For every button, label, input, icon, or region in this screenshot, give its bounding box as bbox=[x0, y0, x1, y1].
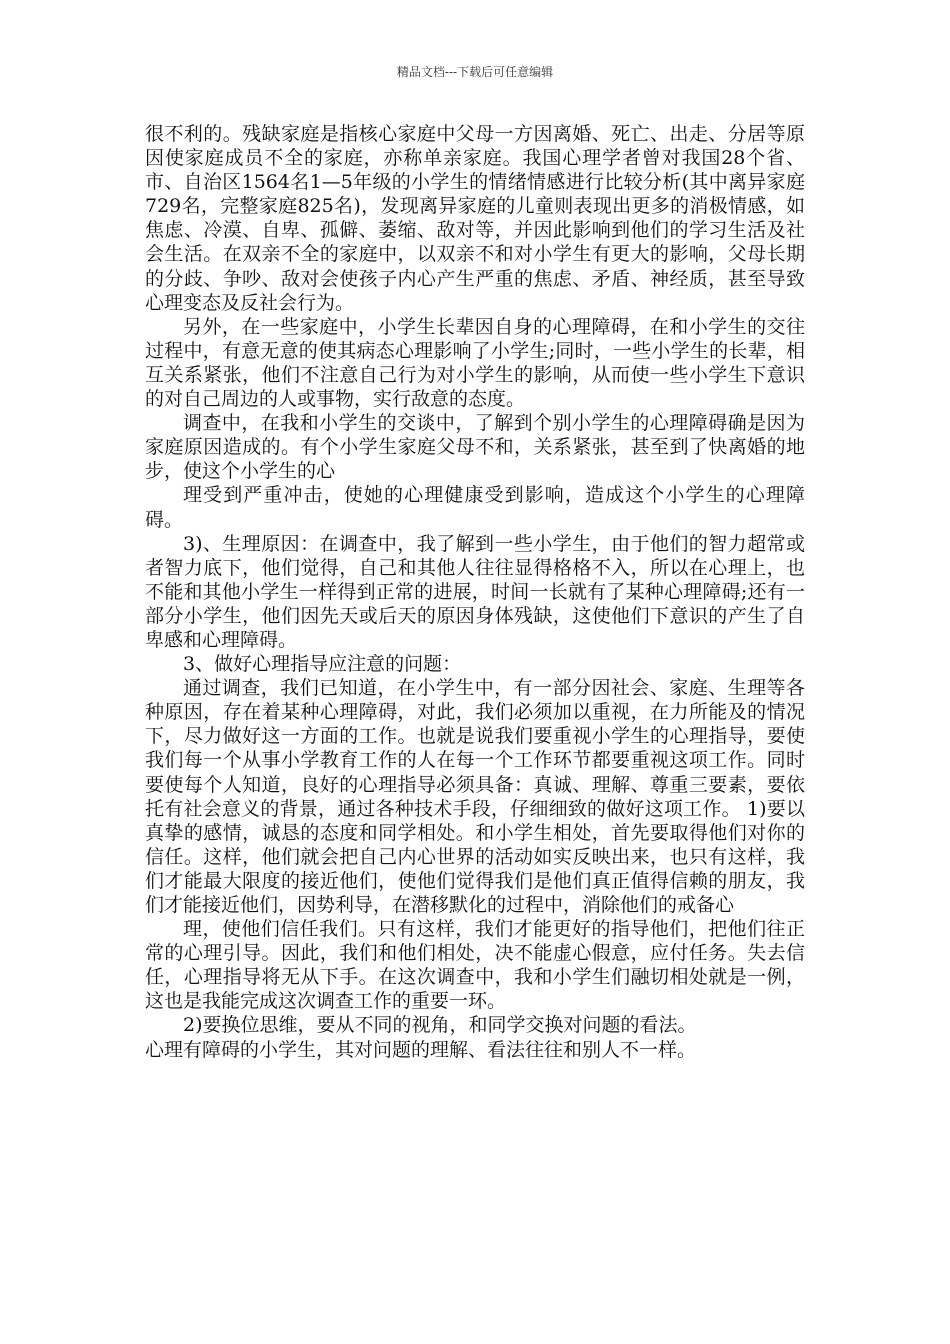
paragraph: 2)要换位思维，要从不同的视角，和同学交换对问题的看法。 bbox=[183, 1014, 697, 1037]
paragraph: 心理有障碍的小学生，其对问题的理解、看法往往和别人不一样。 bbox=[145, 1038, 697, 1061]
paragraph: 另外，在一些家庭中，小学生长辈因自身的心理障碍，在和小学生的交往过程中，有意无意的使其病态心理影响了小学生;同时，一些小学生的长辈，相互关系紧张，他们不注意自己行为对小学生的影响，从而使一些小学生下意识的对自己周边的人或事物，实行敌意的态度。 bbox=[145, 315, 805, 411]
paragraph: 调查中，在我和小学生的交谈中，了解到个别小学生的心理障碍确是因为家庭原因造成的。有个小学生家庭父母不和，关系紧张，甚至到了快离婚的地步，使这个小学生的心 bbox=[145, 412, 805, 483]
page-header: 精品文档---下载后可任意编辑 bbox=[396, 65, 554, 79]
paragraph: 3)、生理原因：在调查中，我了解到一些小学生，由于他们的智力超常或者智力底下，他们觉得，自己和其他人往往显得格格不入，所以在心理上，也不能和其他小学生一样得到正常的进展，时间一长就有了某种心理障碍;还有一部分小学生，他们因先天或后天的原因身体残缺，这使他们下意识的产生了自卑感和心理障碍。 bbox=[145, 532, 805, 651]
paragraph: 很不利的。残缺家庭是指核心家庭中父母一方因离婚、死亡、出走、分居等原因使家庭成员不全的家庭，亦称单亲家庭。我国心理学者曾对我国28个省、市、自治区1564名1—5年级的小学生的情绪情感进行比较分析(其中离异家庭729名，完整家庭825名)，发现离异家庭的儿童则表现出更多的消极情感，如焦虑、冷漠、自卑、孤僻、萎缩、敌对等，并因此影响到他们的学习生活及社会生活。在双亲不全的家庭中，以双亲不和对小学生有更大的影响，父母长期的分歧、争吵、敌对会使孩子内心产生严重的焦虑、矛盾、神经质，甚至导致心理变态及反社会行为。 bbox=[145, 123, 805, 314]
document-body bbox=[145, 122, 805, 1062]
paragraph: 通过调查，我们已知道，在小学生中，有一部分因社会、家庭、生理等各种原因，存在着某种心理障碍，对此，我们必须加以重视，在力所能及的情况下，尽力做好这一方面的工作。也就是说我们要重视小学生的心理指导，要使我们每一个从事小学教育工作的人在每一个工作环节都要重视这项工作。同时要使每个人知道，良好的心理指导必须具备：真诚、理解、尊重三要素，要依托有社会意义的背景，通过各种技术手段，仔细细致的做好这项工作。 1)要以真挚的感情，诚恳的态度和同学相处。和小学生相处，首先要取得他们对你的信任。这样，他们就会把自己内心世界的活动如实反映出来，也只有这样，我们才能最大限度的接近他们，使他们觉得我们是他们真正值得信赖的朋友，我们才能接近他们，因势利导，在潜移默化的过程中，消除他们的戒备心 bbox=[145, 677, 805, 916]
section-heading: 3、做好心理指导应注意的问题： bbox=[183, 653, 462, 676]
paragraph: 理，使他们信任我们。只有这样，我们才能更好的指导他们，把他们往正常的心理引导。因此，我们和他们相处，决不能虚心假意，应付任务。失去信任，心理指导将无从下手。在这次调查中，我和小学生们融切相处就是一例，这也是我能完成这次调查工作的重要一环。 bbox=[145, 918, 805, 1013]
paragraph: 理受到严重冲击，使她的心理健康受到影响，造成这个小学生的心理障碍。 bbox=[145, 484, 805, 531]
